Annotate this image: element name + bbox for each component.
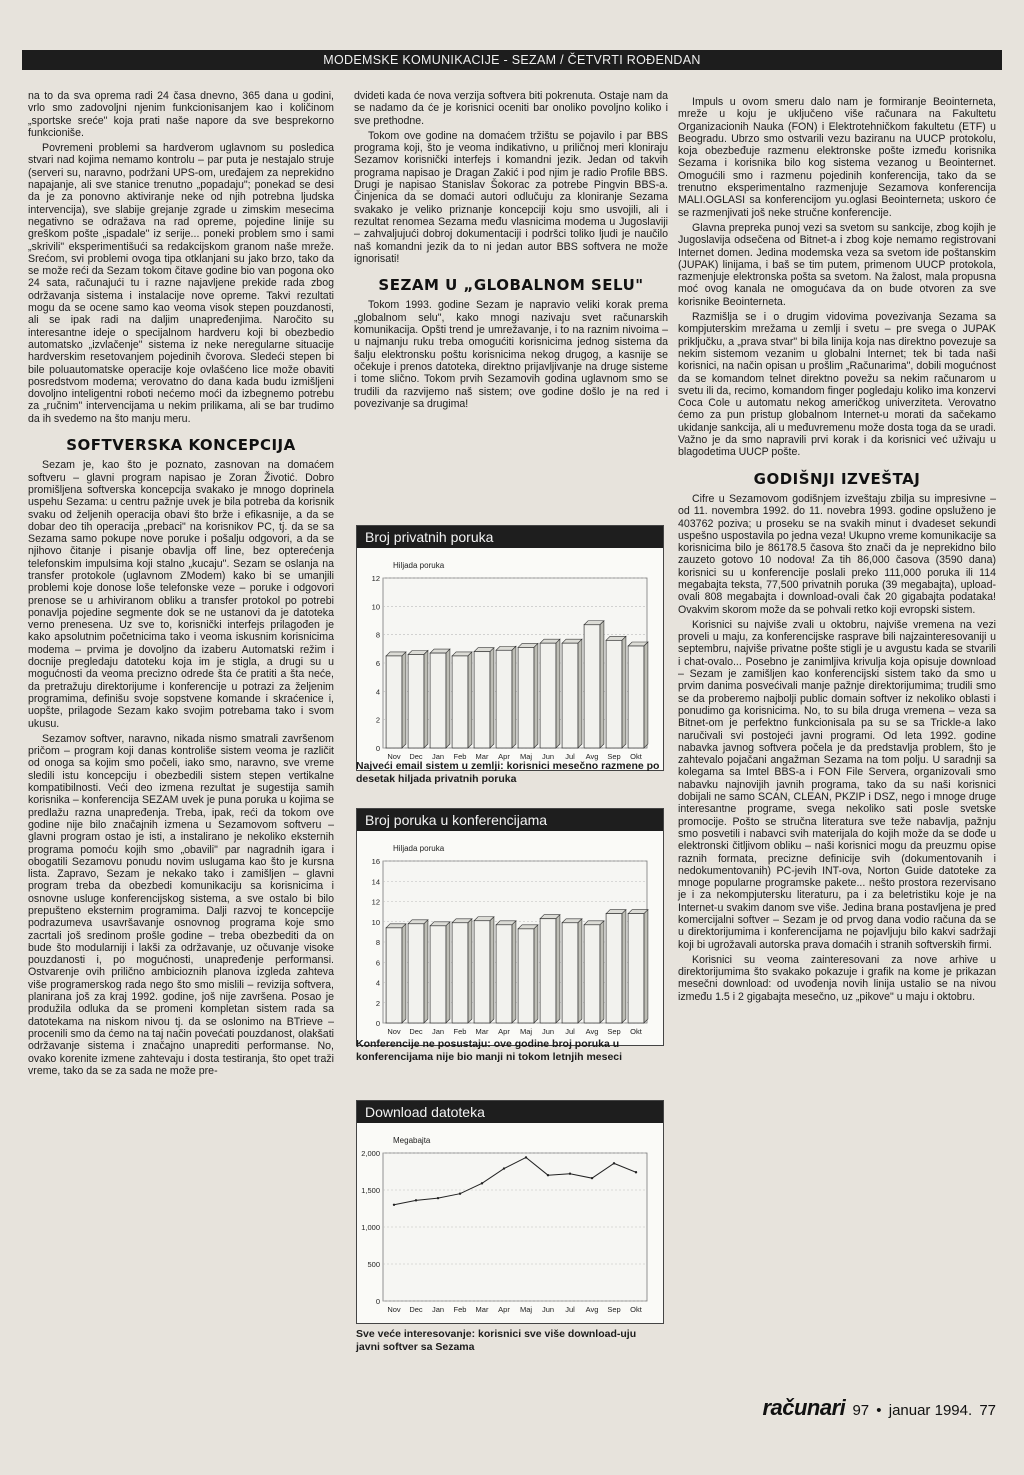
paragraph: na to da sva oprema radi 24 časa dnevno, 365 dana u godini, vrlo smo zadovoljni njenim funkcionisanjem kao i količinom „sportske sreće" koja prati naše napore da sve besprekorno funkcioniše. (28, 90, 334, 139)
y-tick-label: 0 (375, 1297, 380, 1306)
chart-title: Broj poruka u konferencijama (357, 809, 663, 831)
data-point (415, 1199, 417, 1201)
chart-downloads (356, 1100, 664, 1324)
bar-side (622, 636, 626, 748)
column-3 (678, 96, 996, 1006)
bar (496, 925, 512, 1023)
data-point (547, 1174, 549, 1176)
bar (496, 650, 512, 748)
bullet: • (876, 1402, 882, 1419)
y-tick-label: 12 (371, 897, 380, 907)
x-tick-label: Mar (475, 752, 489, 761)
y-tick-label: 8 (375, 630, 380, 640)
data-point (591, 1177, 593, 1179)
data-point (613, 1162, 615, 1164)
x-tick-label: Sep (607, 1027, 621, 1036)
x-tick-label: Avg (585, 1027, 599, 1036)
x-tick-label: Jun (541, 752, 555, 761)
x-tick-label: Maj (519, 1305, 533, 1314)
chart-title: Download datoteka (357, 1101, 663, 1123)
data-point (481, 1182, 483, 1184)
data-point (437, 1197, 439, 1199)
issue-number: 97 (852, 1402, 870, 1419)
bar-side (578, 919, 582, 1023)
bar (584, 625, 600, 748)
paragraph: Glavna prepreka punoj vezi sa svetom su sankcije, zbog kojih je Jugoslavija odsečena od Bitnet-a i zbog koje nemamo registrovani Internet domen. Jedina modemska veza sa svetom ide poštanskim (JUPAK) linijama, i baš se tim putem, primenom UUCP protokola, razmenjuje elektronska pošta sa svetom. Na žalost, mala propusna moć ovog kanala ne omogućava da on bude otvoren za sve korisnike Beointerneta. (678, 221, 996, 308)
x-tick-label: Nov (387, 1305, 401, 1314)
bar (386, 928, 402, 1023)
y-tick-label: 0 (375, 1019, 380, 1028)
x-tick-label: Nov (387, 1027, 401, 1036)
y-tick-label: 1,000 (361, 1223, 380, 1232)
y-tick-label: 10 (371, 917, 380, 927)
bar-side (424, 651, 428, 749)
paragraph: Tokom ove godine na domaćem tržištu se pojavilo i par BBS programa koji, što je veoma indikativno, u priličnoj meri kloniraju Sezamov korisnički interfejs i komandni jezik. Jedan od takvih programa napisao je Dragan Zakić i pod njim je radio Profile BBS. Drugi je napisao Stanislav Šokorac za potrebe Pingvin BBS-a. Činjenica da se domaći autori odlučuju za kloniranje Sezama svakako je veliko priznanje koncepciji koju smo usvojili, ali i rezultat renomea Sezama među vlasnicima modema u Jugoslaviji – zahvaljujući dobroj dokumentaciji i podršci toliko ljudi je naučilo naš komandni jezik da to ni jedan autor BBS softvera ne može ignorisati! (354, 129, 668, 265)
y-tick-label: 500 (367, 1260, 380, 1269)
bar (628, 646, 644, 748)
bar-side (578, 639, 582, 748)
data-point (569, 1173, 571, 1175)
x-tick-label: Sep (607, 1305, 621, 1314)
x-tick-label: Apr (498, 752, 510, 761)
x-tick-label: Dec (409, 1305, 423, 1314)
x-tick-label: Maj (519, 752, 533, 761)
paragraph: Sezam je, kao što je poznato, zasnovan na domaćem softveru – glavni program napisao je Zoran Životić. Dobro promišljena softverska koncepcija svakako je mnogo doprinela uspehu Sezama: u centru pažnje uvek je bila potreba da korisnik svaku od željenih operacija obavi što brže i efikasnije, a da se dobar deo tih operacija „prebaci" na korisnikov PC, tj. da se sa Sezama samo pokupe nove poruke i pošalju odgovori, a da se njihovo čitanje i pisanje obavlja off line, bez opterećenja telefonskim impulsima koji stalno „kucaju". Sezam se oslanja na transfer protokole (uglavnom ZModem) kako bi se umanjili problemi koje donose loše telefonske veze – poruke i odgovori prenose se u arhiviranom obliku a transfer protokol po potrebi ponavlja pojedine segmente dok se ne ustanovi da je datoteka verno prenesena. Uz sve to, korisnički interfejs prilagođen je kako apsolutnim početnicima tako i veoma iskusnim korisnicima modema – prvima je dovoljno da izaberu Automatski režim i docnije pregledaju datoteku koja im je stigla, a drugi su u mogućnosti da veoma precizno odrede šta će pratiti a šta neće, da pretražuju direktorijume i konferencije u potrazi za željenim programima, definišu svoje sopstvene komande i skraćenice i, uopšte, prilagode Sezam kako svojim potrebama tako i svom ukusu. (28, 459, 334, 730)
bar (408, 655, 424, 749)
bar-side (622, 910, 626, 1023)
bar-side (534, 643, 538, 748)
bar (540, 643, 556, 748)
bar (606, 640, 622, 748)
bar-side (424, 920, 428, 1023)
x-tick-label: Sep (607, 752, 621, 761)
x-tick-label: Apr (498, 1027, 510, 1036)
paragraph: Tokom 1993. godine Sezam je napravio veliki korak prema „globalnom selu", kako mnogi nazivaju svet računarskih komunikacija. Opšti trend je umrežavanje, i to na raznim nivoima – u najmanju ruku treba omogućiti korisnicima jednog sistema da šalju elektronsku poštu korisnicima nekog drugog, a kasnije se očekuje i prenos datoteka, direktno prijavljivanje na druge sisteme i tome slično. Tokom prvih Sezamovih godina uglavnom smo se trudili da razvijemo naš sistem; ove godine došlo je na red i povezivanje sa drugima! (354, 299, 668, 410)
chart-title: Broj privatnih poruka (357, 526, 663, 548)
x-tick-label: Okt (630, 1027, 642, 1036)
data-point (503, 1167, 505, 1169)
bar-side (600, 921, 604, 1023)
paragraph: Impuls u ovom smeru dalo nam je formiranje Beointerneta, mreže u koju je uključeno više računara na Fakultetu Organizacionih Nauka (FON) i Elektrotehničkom fakultetu (ETF) u Beogradu. Ubrzo smo ostvarili vezu baziranu na UUCP protokolu, koja obezbeđuje razmenu elektronske pošte između korisnika Sezama i korisnika bilo kog sistema vezanog u Beointernet. Omogućili smo i razmenu pojedinih konferencija, tako da se trenutno eksperimentalno razmenjuje Sezamova konferencija MALI.OGLASI sa konferencijom yu.oglasi Beointerneta; uskoro će se razmenjivati još neke stručne konferencije. (678, 96, 996, 219)
bar-side (468, 652, 472, 748)
section-title-globalno-selo: SEZAM U „GLOBALNOM SELU" (378, 276, 644, 295)
x-tick-label: Jul (565, 752, 575, 761)
bar (452, 656, 468, 748)
bar-side (490, 917, 494, 1023)
bar (518, 929, 534, 1023)
x-tick-label: Feb (453, 1305, 467, 1314)
bar-side (644, 910, 648, 1023)
y-axis-label: Hiljada poruka (393, 561, 445, 570)
paragraph: Razmišlja se i o drugim vidovima povezivanja Sezama sa kompjuterskim mrežama u zemlji i svetu – pre svega o JUPAK priključku, a „prava stvar" bi bila linija koja nas direktno povezuje sa nekim sistemom vezanim u globalni Internet; tek bi tada naši korisnici, na način opisan u prošlim „Računarima", dobili mogućnost da se komandom telnet direktno povežu sa nekim računarom u svetu ili da, recimo, komandom finger pogledaju koliko ima konzervi Coca Cole u automatu nekog američkog univerziteta. Verovatno ćemo za pun pristup globalnom Internet-u morati da sačekamo ukidanje sankcija, ali u međuvremenu može dosta toga da se uradi. Važno je da smo napravili prvi korak i da korisnici već uživaju u blagodetima UUCP pošte. (678, 311, 996, 459)
chart-private-messages (356, 525, 664, 771)
x-tick-label: Jun (541, 1305, 555, 1314)
bar (562, 923, 578, 1023)
chart-caption: Najveći email sistem u zemlji: korisnici mesečno razmene po desetak hiljada privatnih poruka (356, 760, 660, 785)
y-tick-label: 12 (371, 574, 380, 583)
chart-caption: Konferencije ne posustaju: ove godine broj poruka u konferencijama nije bio manji ni tokom letnjih meseci (356, 1038, 623, 1063)
bar (562, 643, 578, 748)
x-tick-label: Jan (431, 1027, 445, 1036)
page-footer (759, 1395, 996, 1421)
x-tick-label: Dec (409, 1027, 423, 1036)
bar-side (534, 925, 538, 1023)
chart-conference-messages (356, 808, 664, 1046)
x-tick-label: Nov (387, 752, 401, 761)
paragraph: Korisnici su veoma zainteresovani za nove arhive u direktorijumima što svakako pokazuje i grafik na kome je prikazan mesečni download: od uvođenja novih linija ustalio se na nivou između 1.5 i 2 gigabajta mesečno, uz „pikove" u maju i oktobru. (678, 953, 996, 1003)
bar (540, 919, 556, 1023)
data-point (635, 1171, 637, 1173)
x-tick-label: Jan (431, 1305, 445, 1314)
bar (430, 653, 446, 748)
data-point (459, 1193, 461, 1195)
x-tick-label: Avg (585, 752, 599, 761)
y-tick-label: 0 (375, 744, 380, 753)
column-1 (28, 90, 334, 1080)
bar (408, 924, 424, 1023)
x-tick-label: Apr (498, 1305, 510, 1314)
x-tick-label: Mar (475, 1027, 489, 1036)
y-tick-label: 6 (375, 659, 380, 668)
x-tick-label: Maj (519, 1027, 533, 1036)
bar (518, 647, 534, 748)
paragraph: Povremeni problemi sa hardverom uglavnom su posledica stvari nad kojima nemamo kontrolu – par puta je nestajalo struje (serveri su, naravno, podržani UPS-om, uređajem za neprekidno napajanje, ali sve stanice trenutno „popadaju"; ponekad se desi da je za ponovno aktiviranje neke od njih potrebna ljudska intervencija), sve slabije grejanje zgrade u zimskim mesecima negativno se odražava na rad opreme, pojedine linije su greškom pošte „ispadale" iz serije... poneki problem smo i sami „skrivili" eksperimentišući sa redakcijskom granom naše mreže. Srećom, svi problemi ovoga tipa otklanjani su jako brzo, tako da se može reći da Sezam tokom čitave godine bio van pogona oko 24 sata, računajući tu i razne najavljene prekide rada zbog održavanja sistema i instalacije nove opreme. Takvi rezultati mogu da se ocene samo kao veoma visok stepen pouzdanosti, ali se ipak radi na daljim unapređenjima. Naročito su interesantne ideje o specijalnom hardveru koji bi obezbedio automatsko „izvlačenje" sistema iz neke neregularne situacije hardverskim resetovanjem pojedinih čvorova. Sledeći stepen bi bile poluautomatske operacije koje ovlašćeno lice može obaviti posredstvom modema; verovatno do dana kada budu izmišljeni dovoljno inteligentni roboti nećemo moći da izbegnemo potrebu za „ručnim" intervencijama u nekim prilikama, ali se bar trudimo da ih svedemo na što manju meru. (28, 142, 334, 425)
chart-svg (357, 1123, 663, 1323)
y-tick-label: 6 (375, 958, 380, 968)
y-tick-label: 1,500 (361, 1186, 380, 1195)
bar-side (600, 621, 604, 748)
magazine-logo: računari (762, 1395, 846, 1420)
x-tick-label: Feb (453, 752, 467, 761)
y-tick-label: 4 (375, 687, 380, 697)
y-axis-label: Hiljada poruka (393, 844, 445, 853)
paragraph: Cifre u Sezamovom godišnjem izveštaju zbilja su impresivne – od 11. novembra 1992. do 11. novebra 1993. godine opsluženo je 403762 poziva; u proseku se na svakih minut i dvadeset sekundi uspešno uspostavila po jedna veza! Ukupno vreme komunikacije sa korisnicima bilo je 86178.5 časova što znači da je neprekidno bilo zauzeto gotovo 10 nodova! Za tih 86,000 časova (3590 dana) korisnici su u konferencije poslali preko 111,000 poruka ili 114 megabajta teksta, 77,500 privatnih poruka (39 megabajta), upload-ovali 808 megabajta i download-ovali čak 20 gigabajta podataka! Ovakvim skorom može da se pohvali retko koji evropski sistem. (678, 492, 996, 616)
chart-svg (357, 548, 663, 770)
bar (584, 925, 600, 1023)
x-tick-label: Jun (541, 1027, 555, 1036)
bar (430, 926, 446, 1023)
bar-side (446, 922, 450, 1023)
x-tick-label: Dec (409, 752, 423, 761)
bar-side (644, 642, 648, 748)
x-tick-label: Okt (630, 752, 642, 761)
column-2 (354, 90, 668, 413)
bar-side (556, 639, 560, 748)
x-tick-label: Okt (630, 1305, 642, 1314)
x-tick-label: Feb (453, 1027, 467, 1036)
y-tick-label: 2 (375, 715, 380, 725)
data-point (525, 1156, 527, 1158)
data-point (393, 1204, 395, 1206)
y-tick-label: 16 (371, 857, 380, 866)
y-axis-label: Megabajta (393, 1136, 431, 1145)
issue-date: januar 1994. (888, 1402, 973, 1419)
bar-side (468, 919, 472, 1023)
section-header: MODEMSKE KOMUNIKACIJE - SEZAM / ČETVRTI ROĐENDAN (22, 50, 1002, 70)
bar-side (402, 652, 406, 748)
bar (474, 921, 490, 1023)
x-tick-label: Jan (431, 752, 445, 761)
bar (452, 923, 468, 1023)
page-number: 77 (979, 1402, 996, 1419)
y-tick-label: 2,000 (361, 1149, 380, 1158)
chart-svg (357, 831, 663, 1045)
y-tick-label: 10 (371, 602, 380, 612)
paragraph: dvideti kada će nova verzija softvera biti pokrenuta. Ostaje nam da se nadamo da će je korisnici oceniti bar onoliko povoljno koliko i sve prethodne. (354, 90, 668, 127)
x-tick-label: Avg (585, 1305, 599, 1314)
bar-side (490, 648, 494, 748)
bar-side (556, 915, 560, 1023)
y-tick-label: 8 (375, 938, 380, 947)
bar-side (402, 924, 406, 1023)
bar-side (512, 646, 516, 748)
x-tick-label: Mar (475, 1305, 489, 1314)
chart-caption: Sve veće interesovanje: korisnici sve više download-uju javni softver sa Sezama (356, 1328, 637, 1353)
bar (474, 652, 490, 748)
x-tick-label: Jul (565, 1305, 575, 1314)
bar-side (446, 649, 450, 748)
paragraph: Sezamov softver, naravno, nikada nismo smatrali završenom pričom – program koji danas kontroliše sistem veoma je različit od onoga sa kojim smo počeli, iako smo, naravno, sve vreme sledili istu koncepciju i obezbedili sistem stepen vertikalne kompatibilnosti. Veći deo izmena rezultat je sugestija samih korisnika – konferencija SEZAM uvek je puna poruka u kojima se predlažu razna unapređenja. Treba, ipak, reći da tokom ove godine nije bilo značajnih izmena u Sezamovom softveru – glavni program ostao je isti, a instalirano je nekoliko eksternih programa pomoću kojih smo „obavili" par nagradnih igara i obogatili Sezamovu ponudu novim uslugama kao što je kursna lista. Zapravo, Sezam je nekako tako i zamišljen – glavni program treba da obezbedi komunikaciju sa korisnicima i osnovne usluge konferencijskog sistema, a sve ostalo bi bilo prepušteno eksternim programima. Dalji razvoj te koncepcije podrazumeva usavršavanje osnovnog programa koje smo zacrtali još sredinom prošle godine – treba obezbediti da on bude što modularniji i lakši za održavanje, uz očuvanje visoke pouzdanosti i, po mogućnosti, unapređenje performansi. Ostvarenje ovih prilično ambicioznih planova izgleda zahteva više programerskog rada nego što smo mislili – revizija softvera, planirana još za kraj 1992. godine, još nije završena. Posao je produžila odluka da se promeni kompletan sistem rada sa datotekama na niskom nivou tj. da se oslonimo na BTrieve – procenili smo da ćemo na taj način povećati pouzdanost, olakšati održavanje sistema i značajno unaprediti performanse. No, ovako korenite izmene zahtevaju i dosta testiranja, što opet traži vreme, tako da se za sada ne može pre- (28, 732, 334, 1077)
bar-side (512, 921, 516, 1023)
section-title-godisnji-izvestaj: GODIŠNJI IZVEŠTAJ (753, 469, 921, 488)
y-tick-label: 14 (371, 877, 380, 887)
section-title-softverska-koncepcija: SOFTVERSKA KONCEPCIJA (66, 436, 296, 455)
x-tick-label: Jul (565, 1027, 575, 1036)
y-tick-label: 4 (375, 978, 380, 988)
bar (628, 914, 644, 1023)
paragraph: Korisnici su najviše zvali u oktobru, najviše vremena na vezi proveli u maju, za konferencijske rasprave bili najzainteresovaniji u septembru, najviše privatne pošte stigli je u avgustu kada se stvarili i chat-ovalo... Posebno je zanimljiva krivulja koja opisuje download – Sezam je zamišljen kao konferencijski sistem tako da smo u prvim danima posvećivali manje pažnje direktorijumima; trudili smo se da proberemo najbolji public domain softver iz nekoliko oblasti i ponudimo ga korisnicima. No, to su bila druga vremena – veza sa Bitnet-om je perfektno funkcionisala pa su se sa Trickle-a lako naručivali svi postojeći javni programi. Od leta 1992. godine nabavka javnog softvera počela je da predstavlja problem, što je zahtevalo pojačani angažman Sezama na tom polju. U saradnji sa kolegama sa Imtel BBS-a i FON File Servera, organizovali smo nabavku najnovijih javnih programa, tako da su naši korisnici dobijali ne samo SCAN, CLEAN, PKZIP i DSZ, nego i mnoge druge interesantne programe, svega nekoliko sati posle svetske promocije. Pošto se stručna literatura sve teže nabavlja, pažnju smo posvetili i nabavci svih materijala do kojih može da se dođe u elektronski čitljivom obliku – naši korisnici mogu da preuzmu opise raznih formata, precizne definicije svih (dokumentovanih i nedokumentovanih) PC-jevih INT-ova, Norton Guide datoteke za mnoge popularne programske pakete... nešto prostora rezervisano je i za nekompjutersku literaturu, pa i za beletristiku koje je na Internet-u svakim danom sve više. Jedina brana postavljena je pred komercijalni softver – Sezam je od prvog dana vodio računa da se u direktorijumima i konferencijama ne pojavljuju bilo kakvi sadržaji koji bi ugrožavali autorska prava domaćih i stranih softverskih firmi. (678, 618, 996, 951)
y-tick-label: 2 (375, 998, 380, 1008)
bar (386, 656, 402, 748)
bar (606, 914, 622, 1023)
